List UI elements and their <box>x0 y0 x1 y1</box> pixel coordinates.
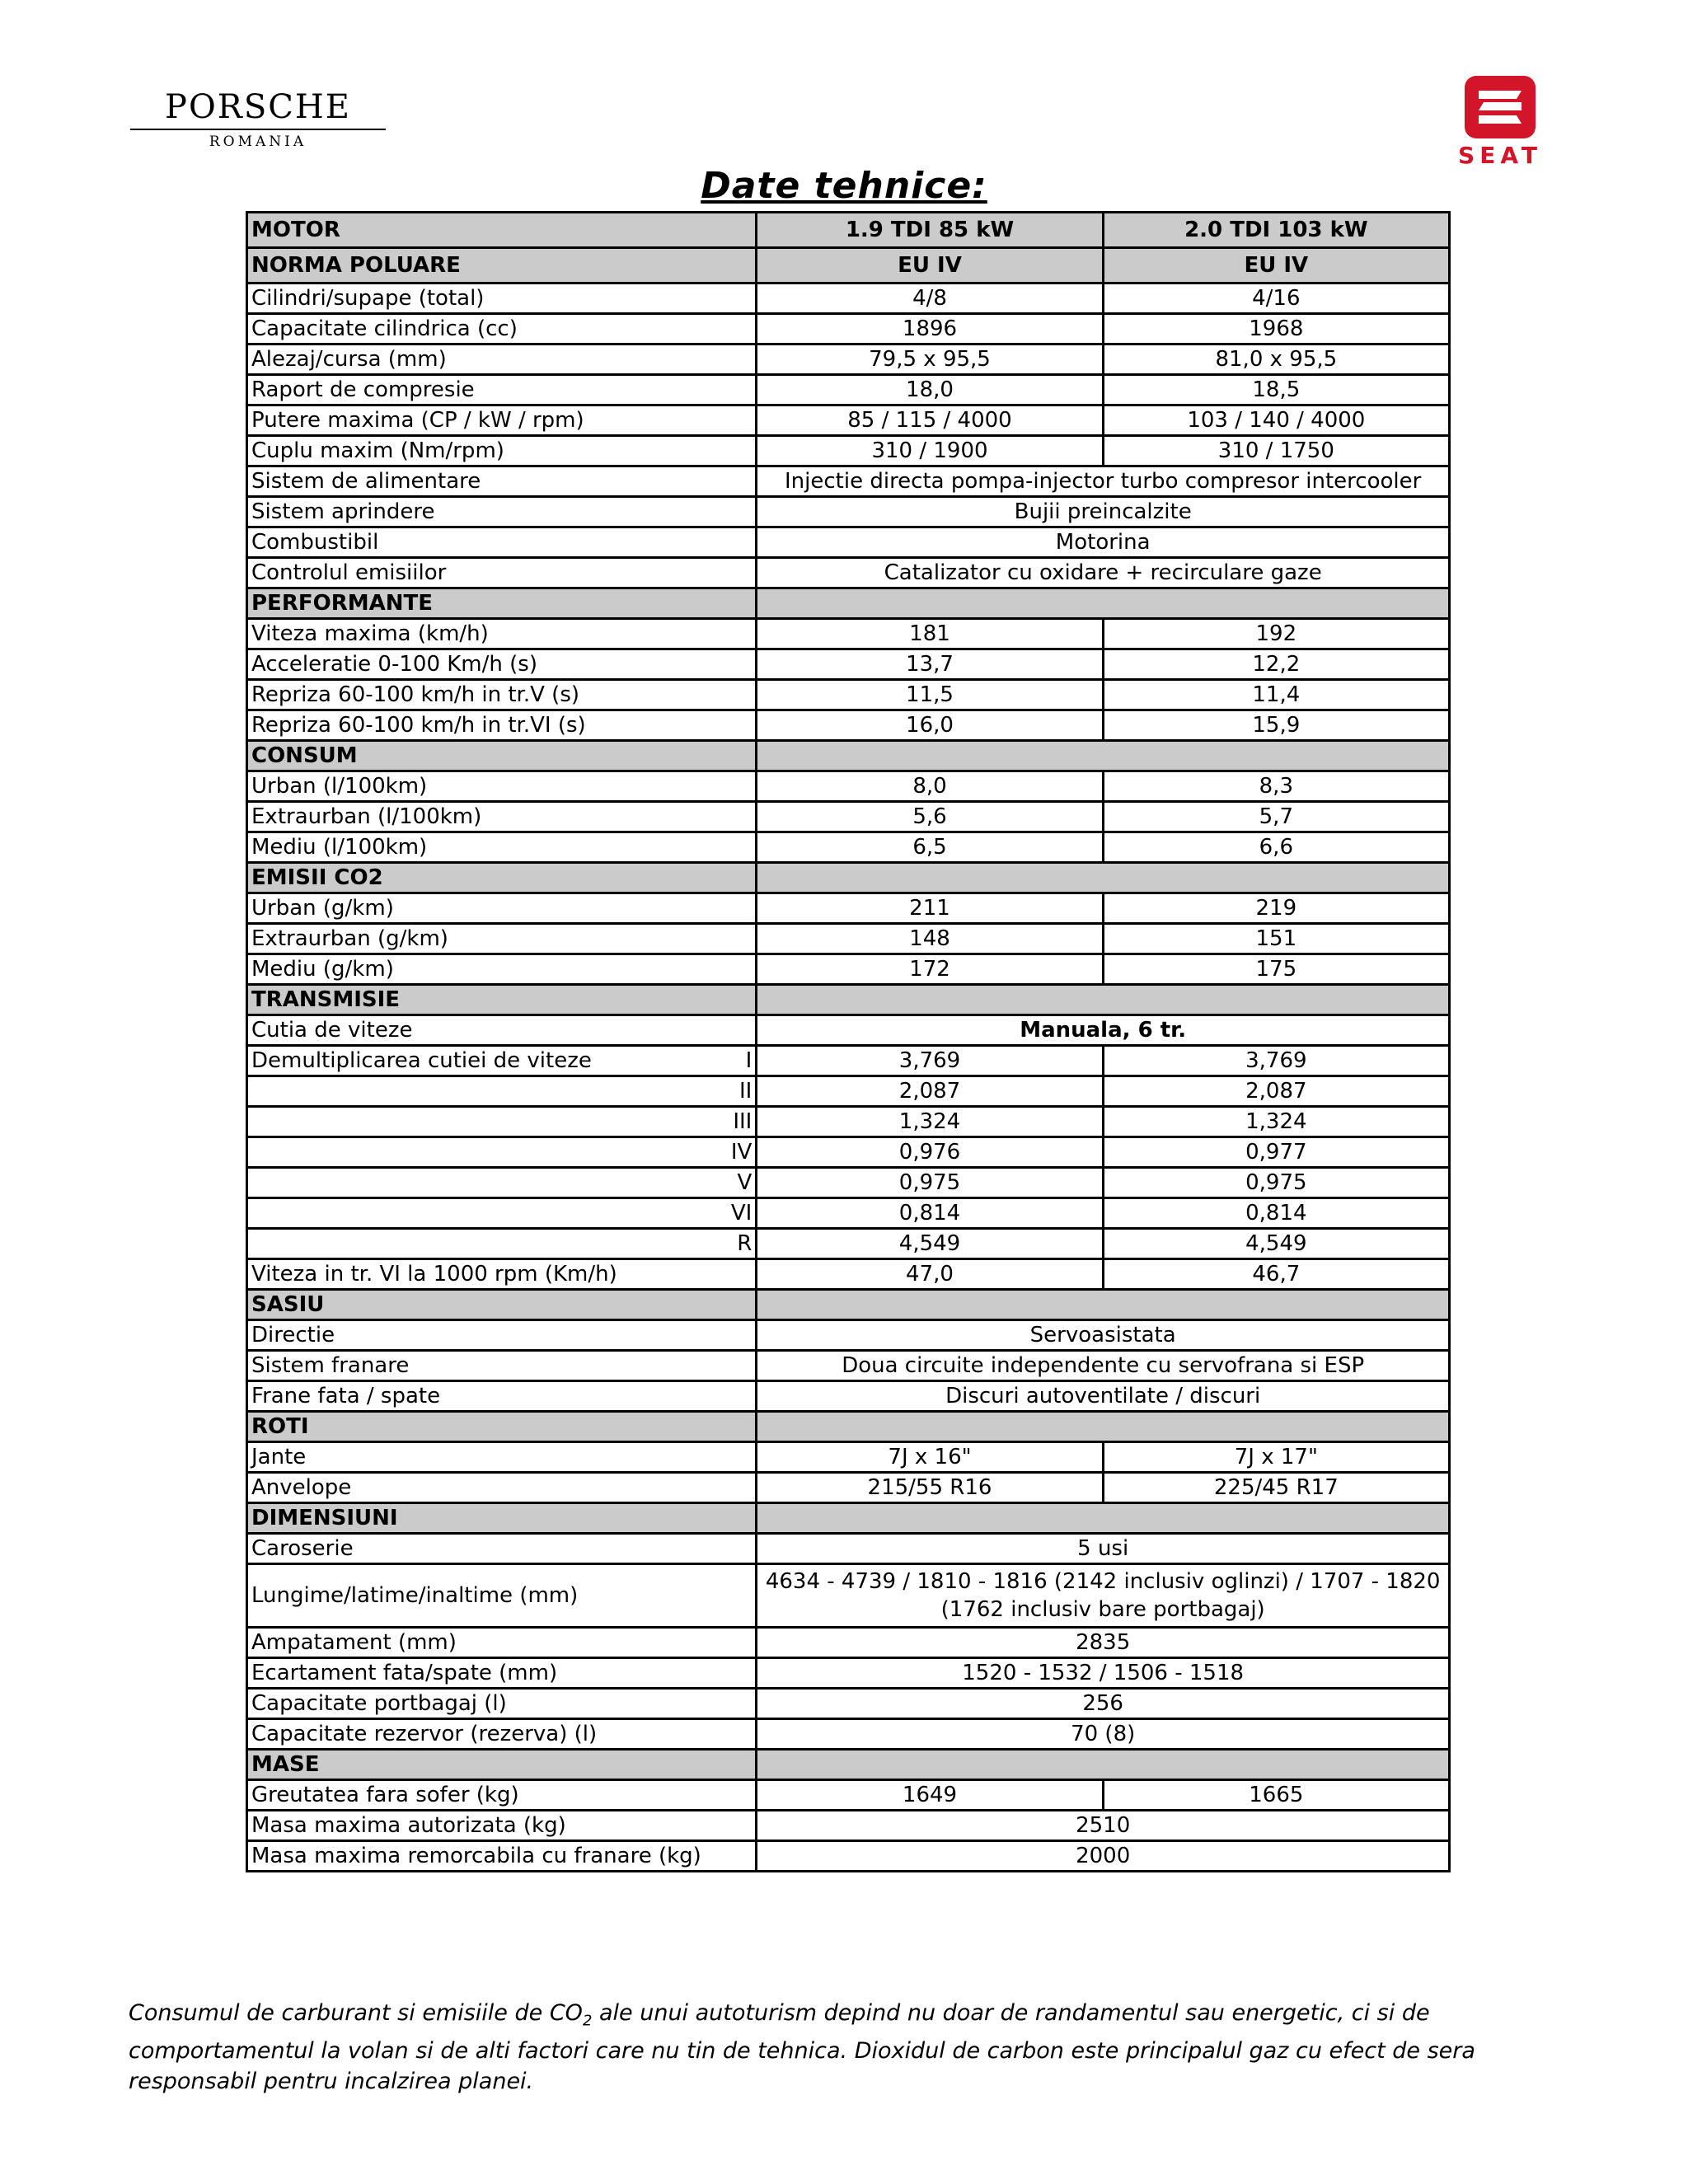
porsche-logo-sub: ROMANIA <box>209 134 307 150</box>
table-row <box>247 527 1450 558</box>
table-row <box>247 649 1450 680</box>
row-value-1: 16,0 <box>757 710 1103 741</box>
table-row <box>247 1750 1450 1780</box>
table-row <box>247 1259 1450 1290</box>
table-row <box>247 1780 1450 1811</box>
row-value-2: 6,6 <box>1103 832 1449 863</box>
row-value-shared: Motorina <box>757 527 1450 558</box>
row-value-1: 3,769 <box>757 1046 1103 1076</box>
row-value-shared: Bujii preincalzite <box>757 497 1450 527</box>
section-header: ROTI <box>247 1412 757 1442</box>
table-row <box>247 802 1450 832</box>
row-label: Masa maxima remorcabila cu franare (kg) <box>247 1841 757 1872</box>
gear-index: V <box>737 1170 753 1195</box>
row-value-2: 7J x 17" <box>1103 1442 1449 1473</box>
row-value-shared: Servoasistata <box>757 1320 1450 1351</box>
row-label: Lungime/latime/inaltime (mm) <box>247 1564 757 1628</box>
row-value-2: 1665 <box>1103 1780 1449 1811</box>
row-label: Urban (l/100km) <box>247 771 757 802</box>
row-label: Alezaj/cursa (mm) <box>247 344 757 375</box>
row-label: Demultiplicarea cutiei de viteze <box>251 1048 592 1073</box>
row-label: NORMA POLUARE <box>247 248 757 284</box>
row-label: Anvelope <box>247 1473 757 1503</box>
row-value-1: 79,5 x 95,5 <box>757 344 1103 375</box>
section-header-fill <box>757 1290 1450 1320</box>
table-row <box>247 558 1450 588</box>
table-row <box>247 710 1450 741</box>
row-label: Ampatament (mm) <box>247 1628 757 1658</box>
row-value-2: 4,549 <box>1103 1229 1449 1259</box>
table-row <box>247 741 1450 771</box>
row-label: Ecartament fata/spate (mm) <box>247 1658 757 1689</box>
table-row <box>247 1290 1450 1320</box>
table-row <box>247 680 1450 710</box>
row-label: Extraurban (l/100km) <box>247 802 757 832</box>
footnote-part2: ale unui autoturism depind nu doar de randamentul sau energetic, ci si de comportamentul la volan si de alti factori care nu tin de tehnica. Dioxidul de carbon este principalul gaz cu efect de sera responsabil pentru incalzirea planei. <box>129 2000 1475 2095</box>
table-row <box>247 1658 1450 1689</box>
row-value-shared: Manuala, 6 tr. <box>757 1015 1450 1046</box>
row-label: Viteza in tr. VI la 1000 rpm (Km/h) <box>247 1259 757 1290</box>
row-value-shared: 70 (8) <box>757 1719 1450 1750</box>
row-value-1: 4,549 <box>757 1229 1103 1259</box>
row-label: Controlul emisiilor <box>247 558 757 588</box>
row-value-2: 46,7 <box>1103 1259 1449 1290</box>
table-row <box>247 985 1450 1015</box>
table-row <box>247 344 1450 375</box>
table-row <box>247 1198 1450 1229</box>
row-label: Sistem de alimentare <box>247 466 757 497</box>
section-header: SASIU <box>247 1290 757 1320</box>
gear-label-cell <box>247 1229 757 1259</box>
row-value-1: EU IV <box>757 248 1103 284</box>
porsche-logo-name: PORSCHE <box>130 89 386 130</box>
gear-index: VI <box>730 1201 753 1226</box>
row-value-2: 11,4 <box>1103 680 1449 710</box>
row-value-2: 81,0 x 95,5 <box>1103 344 1449 375</box>
table-row <box>247 314 1450 344</box>
row-value-shared: 4634 - 4739 / 1810 - 1816 (2142 inclusiv oglinzi) / 1707 - 1820 (1762 inclusiv bare portbagaj) <box>757 1564 1450 1628</box>
table-row <box>247 213 1450 248</box>
row-label: Acceleratie 0-100 Km/h (s) <box>247 649 757 680</box>
table-row <box>247 619 1450 649</box>
table-row <box>247 1442 1450 1473</box>
page-title: Date tehnice: <box>701 165 987 207</box>
row-value-2: 5,7 <box>1103 802 1449 832</box>
row-value-2: 2,087 <box>1103 1076 1449 1107</box>
row-value-shared: Injectie directa pompa-injector turbo compresor intercooler <box>757 466 1450 497</box>
table-row <box>247 1689 1450 1719</box>
row-value-2: 15,9 <box>1103 710 1449 741</box>
row-value-shared: 256 <box>757 1689 1450 1719</box>
row-label: Extraurban (g/km) <box>247 924 757 954</box>
row-label: Sistem franare <box>247 1351 757 1381</box>
table-row <box>247 1229 1450 1259</box>
section-header: EMISII CO2 <box>247 863 757 893</box>
row-value-1: 215/55 R16 <box>757 1473 1103 1503</box>
row-label: Raport de compresie <box>247 375 757 405</box>
row-label: Repriza 60-100 km/h in tr.VI (s) <box>247 710 757 741</box>
section-header-fill <box>757 863 1450 893</box>
table-row <box>247 588 1450 619</box>
gear-index: II <box>739 1079 753 1104</box>
table-row <box>247 375 1450 405</box>
row-value-shared: Catalizator cu oxidare + recirculare gaze <box>757 558 1450 588</box>
table-row <box>247 248 1450 284</box>
row-value-1: 7J x 16" <box>757 1442 1103 1473</box>
row-value-shared: Doua circuite independente cu servofrana si ESP <box>757 1351 1450 1381</box>
row-label: Combustibil <box>247 527 757 558</box>
seat-logo-stripe-mid <box>1479 102 1522 110</box>
row-value-1: 181 <box>757 619 1103 649</box>
gear-index: IV <box>730 1140 753 1165</box>
row-value-1: 310 / 1900 <box>757 436 1103 466</box>
row-label: Capacitate rezervor (rezerva) (l) <box>247 1719 757 1750</box>
row-value-2: 8,3 <box>1103 771 1449 802</box>
section-header: DIMENSIUNI <box>247 1503 757 1534</box>
gear-label-cell <box>247 1076 757 1107</box>
gear-label-cell <box>247 1137 757 1168</box>
row-value-shared: Discuri autoventilate / discuri <box>757 1381 1450 1412</box>
table-row <box>247 1046 1450 1076</box>
row-value-2: 219 <box>1103 893 1449 924</box>
table-row <box>247 1719 1450 1750</box>
row-value-1: 211 <box>757 893 1103 924</box>
gear-index: I <box>745 1048 753 1073</box>
row-label: Repriza 60-100 km/h in tr.V (s) <box>247 680 757 710</box>
row-value-1: 4/8 <box>757 284 1103 314</box>
seat-logo-stripe-top <box>1479 91 1522 99</box>
row-label: Capacitate portbagaj (l) <box>247 1689 757 1719</box>
row-value-2: 192 <box>1103 619 1449 649</box>
section-header: MASE <box>247 1750 757 1780</box>
row-value-shared: 1520 - 1532 / 1506 - 1518 <box>757 1658 1450 1689</box>
section-header-fill <box>757 741 1450 771</box>
row-value-1: 2,087 <box>757 1076 1103 1107</box>
table-row <box>247 1076 1450 1107</box>
section-header-fill <box>757 1503 1450 1534</box>
row-value-2: 103 / 140 / 4000 <box>1103 405 1449 436</box>
row-value-1: 47,0 <box>757 1259 1103 1290</box>
row-value-2: 1,324 <box>1103 1107 1449 1137</box>
row-label: Capacitate cilindrica (cc) <box>247 314 757 344</box>
table-row <box>247 1841 1450 1872</box>
row-value-1: 6,5 <box>757 832 1103 863</box>
spec-table-body <box>247 213 1450 1872</box>
row-label: Directie <box>247 1320 757 1351</box>
row-value-2: 0,975 <box>1103 1168 1449 1198</box>
gear-label-cell <box>247 1046 757 1076</box>
table-row <box>247 954 1450 985</box>
row-value-1: 18,0 <box>757 375 1103 405</box>
row-value-1: 148 <box>757 924 1103 954</box>
table-row <box>247 497 1450 527</box>
seat-logo <box>1436 71 1564 170</box>
gear-label-cell <box>247 1168 757 1198</box>
table-row <box>247 1168 1450 1198</box>
table-row <box>247 1412 1450 1442</box>
row-value-2: 18,5 <box>1103 375 1449 405</box>
table-row <box>247 1320 1450 1351</box>
row-value-shared: 2510 <box>757 1811 1450 1841</box>
table-row <box>247 405 1450 436</box>
section-header: TRANSMISIE <box>247 985 757 1015</box>
row-value-1: 1.9 TDI 85 kW <box>757 213 1103 248</box>
row-value-1: 0,814 <box>757 1198 1103 1229</box>
row-label: Mediu (g/km) <box>247 954 757 985</box>
section-header-fill <box>757 1750 1450 1780</box>
table-row <box>247 284 1450 314</box>
row-value-2: 2.0 TDI 103 kW <box>1103 213 1449 248</box>
section-header-fill <box>757 588 1450 619</box>
row-label: Jante <box>247 1442 757 1473</box>
row-label: Viteza maxima (km/h) <box>247 619 757 649</box>
row-value-2: 0,977 <box>1103 1137 1449 1168</box>
table-row <box>247 1473 1450 1503</box>
table-row <box>247 1381 1450 1412</box>
row-label: Cutia de viteze <box>247 1015 757 1046</box>
footnote <box>129 1998 1563 2097</box>
footnote-part1: Consumul de carburant si emisiile de CO <box>129 2000 583 2026</box>
table-row <box>247 863 1450 893</box>
table-row <box>247 1351 1450 1381</box>
table-row <box>247 1811 1450 1841</box>
row-value-1: 13,7 <box>757 649 1103 680</box>
row-label: Mediu (l/100km) <box>247 832 757 863</box>
table-row <box>247 436 1450 466</box>
row-value-2: 310 / 1750 <box>1103 436 1449 466</box>
row-value-1: 0,976 <box>757 1137 1103 1168</box>
section-header-fill <box>757 1412 1450 1442</box>
row-value-1: 1,324 <box>757 1107 1103 1137</box>
gear-index: R <box>737 1231 753 1256</box>
table-row <box>247 893 1450 924</box>
table-row <box>247 1015 1450 1046</box>
row-label: Cuplu maxim (Nm/rpm) <box>247 436 757 466</box>
row-value-1: 1896 <box>757 314 1103 344</box>
row-label: Urban (g/km) <box>247 893 757 924</box>
row-value-1: 11,5 <box>757 680 1103 710</box>
row-label: Masa maxima autorizata (kg) <box>247 1811 757 1841</box>
row-value-1: 0,975 <box>757 1168 1103 1198</box>
row-label: Sistem aprindere <box>247 497 757 527</box>
row-value-shared: 2835 <box>757 1628 1450 1658</box>
row-label: Caroserie <box>247 1534 757 1564</box>
table-row <box>247 771 1450 802</box>
table-row <box>247 1107 1450 1137</box>
table-row <box>247 924 1450 954</box>
gear-label-cell <box>247 1107 757 1137</box>
seat-wordmark: SEAT <box>1458 142 1542 169</box>
table-row <box>247 832 1450 863</box>
gear-label-cell <box>247 1198 757 1229</box>
row-label: Putere maxima (CP / kW / rpm) <box>247 405 757 436</box>
row-label: Greutatea fara sofer (kg) <box>247 1780 757 1811</box>
row-value-1: 1649 <box>757 1780 1103 1811</box>
row-value-2: 151 <box>1103 924 1449 954</box>
table-row <box>247 1503 1450 1534</box>
row-label: Frane fata / spate <box>247 1381 757 1412</box>
row-value-2: EU IV <box>1103 248 1449 284</box>
row-value-2: 225/45 R17 <box>1103 1473 1449 1503</box>
row-value-shared: 5 usi <box>757 1534 1450 1564</box>
row-value-2: 0,814 <box>1103 1198 1449 1229</box>
row-value-2: 1968 <box>1103 314 1449 344</box>
row-value-2: 3,769 <box>1103 1046 1449 1076</box>
row-label: Cilindri/supape (total) <box>247 284 757 314</box>
gear-index: III <box>733 1109 753 1134</box>
row-value-2: 4/16 <box>1103 284 1449 314</box>
table-row <box>247 466 1450 497</box>
row-value-2: 175 <box>1103 954 1449 985</box>
table-row <box>247 1137 1450 1168</box>
footnote-subscript: 2 <box>582 2012 593 2030</box>
row-value-1: 172 <box>757 954 1103 985</box>
porsche-romania-logo <box>130 89 386 150</box>
spec-table <box>246 211 1451 1872</box>
row-value-1: 5,6 <box>757 802 1103 832</box>
row-value-1: 8,0 <box>757 771 1103 802</box>
table-row <box>247 1534 1450 1564</box>
seat-logo-stripe-bottom <box>1479 115 1522 124</box>
row-value-2: 12,2 <box>1103 649 1449 680</box>
section-header-fill <box>757 985 1450 1015</box>
row-value-1: 85 / 115 / 4000 <box>757 405 1103 436</box>
section-header: CONSUM <box>247 741 757 771</box>
section-header: PERFORMANTE <box>247 588 757 619</box>
table-row <box>247 1564 1450 1628</box>
row-value-shared: 2000 <box>757 1841 1450 1872</box>
row-label: MOTOR <box>247 213 757 248</box>
table-row <box>247 1628 1450 1658</box>
